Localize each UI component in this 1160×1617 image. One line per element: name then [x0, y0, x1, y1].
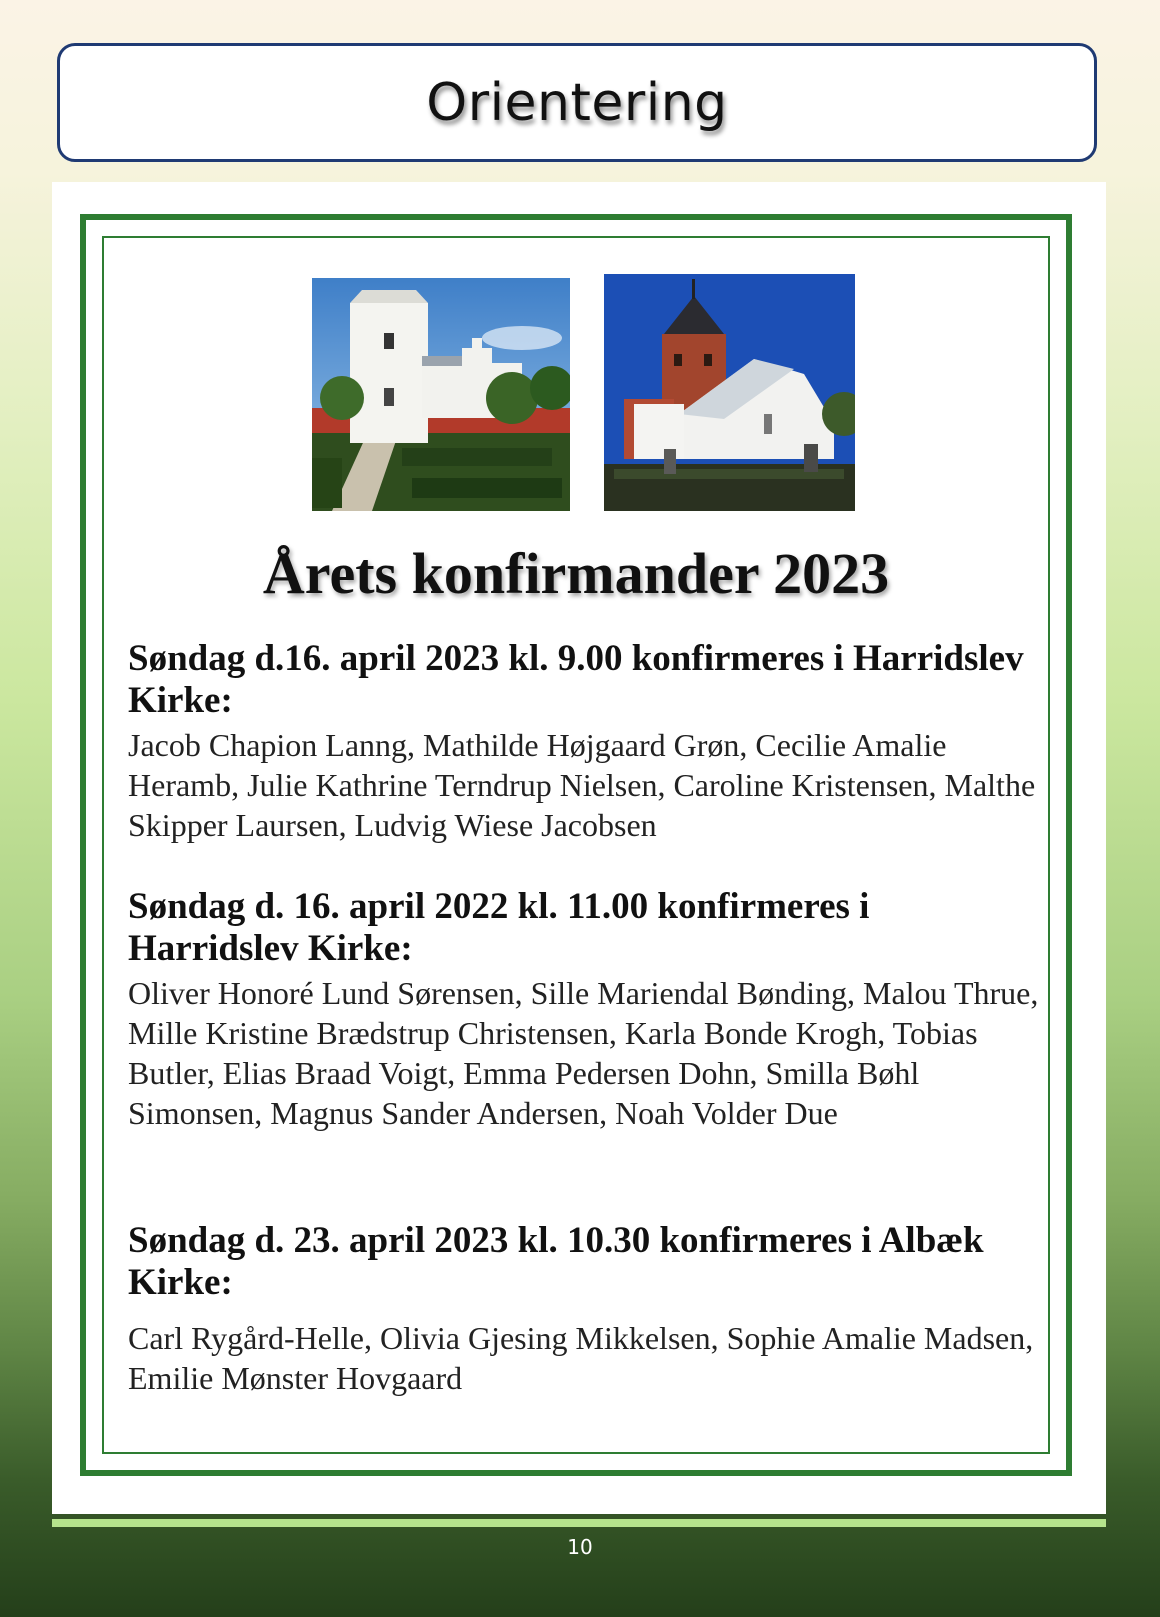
- page-number: 10: [567, 1535, 593, 1559]
- section-names: Carl Rygård-Helle, Olivia Gjesing Mikkelsen, Sophie Amalie Madsen, Emilie Mønster Hovgaard: [128, 1320, 1034, 1396]
- page-title: Orientering: [426, 72, 728, 133]
- photo-row: [312, 274, 862, 511]
- title-box: [57, 43, 1097, 162]
- church-photo-brick-tower: [604, 274, 855, 511]
- confirmation-section: [128, 886, 1048, 1133]
- content-panel: [52, 182, 1106, 1514]
- section-title: Søndag d.16. april 2023 kl. 9.00 konfirmeres i Harridslev Kirke:: [128, 638, 1024, 721]
- church-photo-white-tower: [312, 278, 570, 511]
- section-names: Jacob Chapion Lanng, Mathilde Højgaard Grøn, Cecilie Amalie Heramb, Julie Kathrine Terndrup Nielsen, Caroline Kristensen, Malthe Skipper Laursen, Ludvig Wiese Jacobsen: [128, 727, 1036, 843]
- section-title: Søndag d. 16. april 2022 kl. 11.00 konfirmeres i Harridslev Kirke:: [128, 886, 870, 969]
- main-heading: Årets konfirmander 2023: [262, 541, 890, 606]
- section-names: Oliver Honoré Lund Sørensen, Sille Mariendal Bønding, Malou Thrue, Mille Kristine Brædstrup Christensen, Karla Bonde Krogh, Tobias Butler, Elias Braad Voigt, Emma Pedersen Dohn, Smilla Bøhl Simonsen, Magnus Sander Andersen, Noah Volder Due: [128, 975, 1039, 1131]
- confirmation-section: [128, 1220, 1048, 1398]
- decorative-frame: [80, 214, 1072, 1476]
- confirmation-section: [128, 638, 1048, 845]
- section-title: Søndag d. 23. april 2023 kl. 10.30 konfirmeres i Albæk Kirke:: [128, 1220, 984, 1303]
- footer-accent-line: [52, 1519, 1106, 1527]
